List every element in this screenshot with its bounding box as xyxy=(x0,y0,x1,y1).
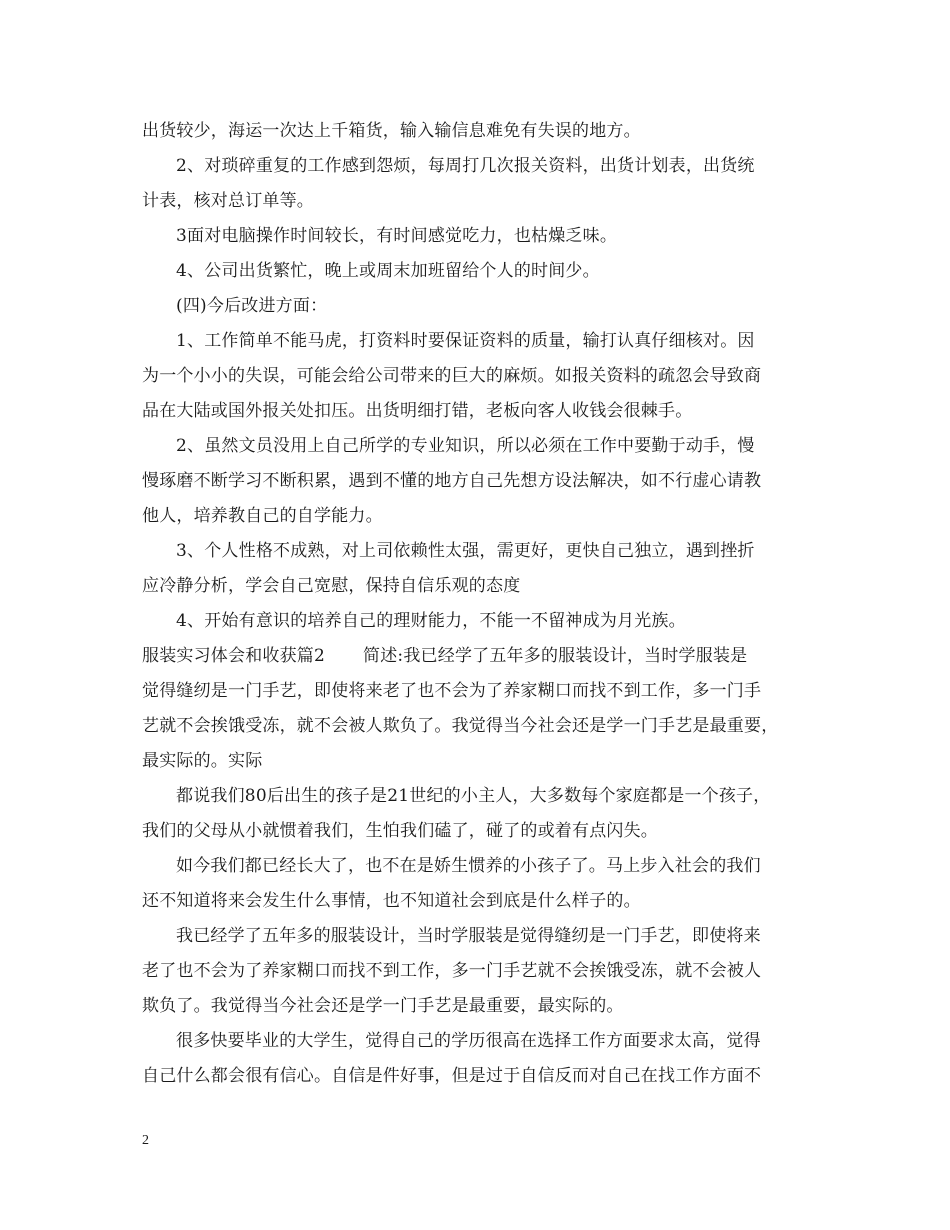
text-line: 4、公司出货繁忙，晚上或周末加班留给个人的时间少。 xyxy=(176,261,600,281)
text-line: 计表，核对总订单等。 xyxy=(142,191,314,211)
text-line: 应冷静分析，学会自己宽慰，保持自信乐观的态度 xyxy=(142,576,521,596)
summary-text: 简述:我已经学了五年多的服装设计，当时学服装是 xyxy=(363,646,748,666)
text-line: 出货较少，海运一次达上千箱货，输入输信息难免有失误的地方。 xyxy=(142,121,641,141)
text-line: 他人，培养教自己的自学能力。 xyxy=(142,506,383,526)
text-line: 为一个小小的失误，可能会给公司带来的巨大的麻烦。如报关资料的疏忽会导致商 xyxy=(142,366,762,386)
text-line: 老了也不会为了养家糊口而找不到工作，多一门手艺就不会挨饿受冻，就不会被人 xyxy=(142,961,762,981)
document-page xyxy=(142,114,818,1094)
text-line: 自己什么都会很有信心。自信是件好事，但是过于自信反而对自己在找工作方面不 xyxy=(142,1066,762,1086)
text-line: 觉得缝纫是一门手艺，即使将来老了也不会为了养家糊口而找不到工作，多一门手 xyxy=(142,681,762,701)
article-title-line xyxy=(142,639,818,674)
text-line: 最实际的。实际 xyxy=(142,751,263,771)
text-line: 1、工作简单不能马虎，打资料时要保证资料的质量，输打认真仔细核对。因 xyxy=(176,331,755,351)
text-line: 慢琢磨不断学习不断积累，遇到不懂的地方自己先想方设法解决，如不行虚心请教 xyxy=(142,471,762,491)
section-heading: (四)今后改进方面： xyxy=(176,296,328,316)
text-line: 2、虽然文员没用上自己所学的专业知识，所以必须在工作中要勤于动手，慢 xyxy=(176,436,755,456)
text-line: 4、开始有意识的培养自己的理财能力，不能一不留神成为月光族。 xyxy=(176,611,686,631)
text-line: 3面对电脑操作时间较长，有时间感觉吃力，也枯燥乏味。 xyxy=(176,226,618,246)
text-line: 我已经学了五年多的服装设计，当时学服装是觉得缝纫是一门手艺，即使将来 xyxy=(176,926,761,946)
text-line: 都说我们80后出生的孩子是21世纪的小主人，大多数每个家庭都是一个孩子， xyxy=(176,786,771,806)
article-title: 服装实习体会和收获篇2 xyxy=(142,646,326,666)
page-number: 2 xyxy=(142,1133,149,1148)
text-line: 如今我们都已经长大了，也不在是娇生惯养的小孩子了。马上步入社会的我们 xyxy=(176,856,761,876)
text-line: 3、个人性格不成熟，对上司依赖性太强，需更好，更快自己独立，遇到挫折 xyxy=(176,541,755,561)
text-line: 很多快要毕业的大学生，觉得自己的学历很高在选择工作方面要求太高，觉得 xyxy=(176,1031,761,1051)
text-line: 我们的父母从小就惯着我们，生怕我们磕了，碰了的或着有点闪失。 xyxy=(142,821,658,841)
text-line: 欺负了。我觉得当今社会还是学一门手艺是最重要，最实际的。 xyxy=(142,996,624,1016)
text-line: 品在大陆或国外报关处扣压。出货明细打错，老板向客人收钱会很棘手。 xyxy=(142,401,693,421)
text-line: 还不知道将来会发生什么事情，也不知道社会到底是什么样子的。 xyxy=(142,891,641,911)
text-line: 2、对琐碎重复的工作感到怨烦，每周打几次报关资料，出货计划表，出货统 xyxy=(176,156,755,176)
text-line: 艺就不会挨饿受冻，就不会被人欺负了。我觉得当今社会还是学一门手艺是最重要， xyxy=(142,716,779,736)
